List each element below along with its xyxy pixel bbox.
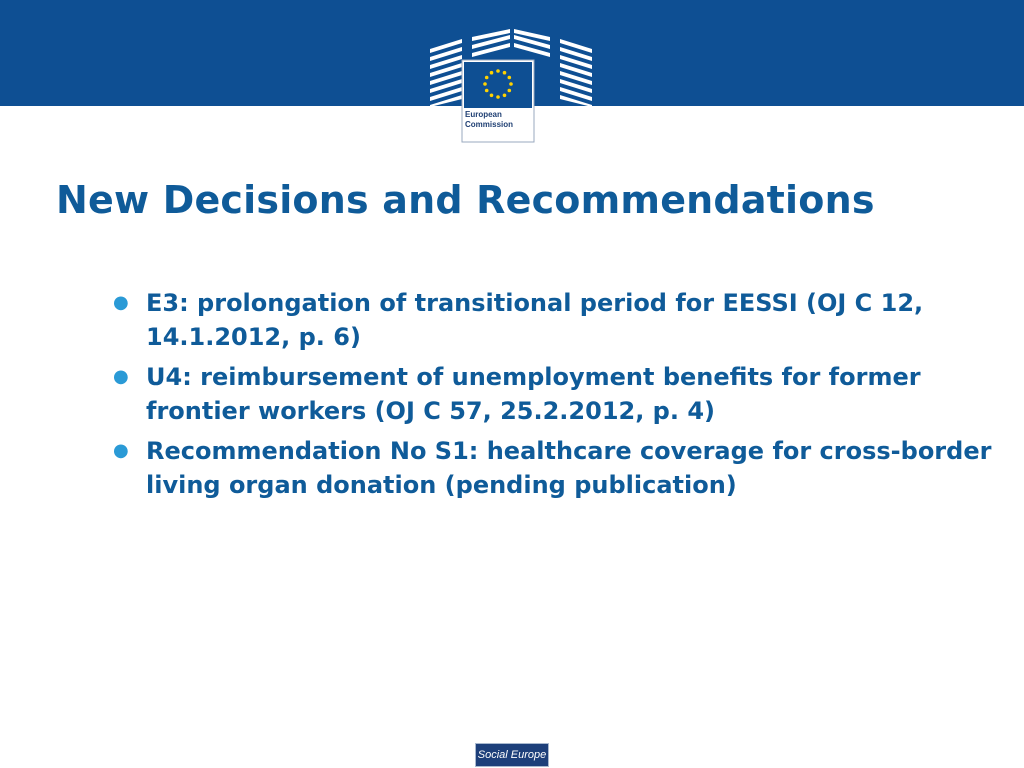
bullet-list (113, 286, 993, 508)
bullet-item (113, 360, 993, 428)
bullet-item (113, 286, 993, 354)
bullet-text: E3: prolongation of transitional period for EESSI (OJ C 12, 14.1.2012, p. 6) (146, 289, 924, 351)
slide-title: New Decisions and Recommendations (56, 178, 875, 222)
logo-line-european: European (465, 110, 502, 119)
logo-label (465, 110, 535, 129)
bullet-dot-icon: ● (113, 440, 129, 461)
eu-flag-icon (464, 62, 532, 108)
bullet-dot-icon: ● (113, 366, 129, 387)
bullet-item (113, 434, 993, 502)
bullet-text: Recommendation No S1: healthcare coverage for cross-border living organ donation (pending publication) (146, 437, 992, 499)
bullet-text: U4: reimbursement of unemployment benefits for former frontier workers (OJ C 57, 25.2.2012, p. 4) (146, 363, 921, 425)
bullet-dot-icon: ● (113, 292, 129, 313)
social-europe-badge: Social Europe (475, 743, 549, 767)
european-commission-logo (428, 27, 594, 143)
logo-line-commission: Commission (465, 119, 514, 129)
